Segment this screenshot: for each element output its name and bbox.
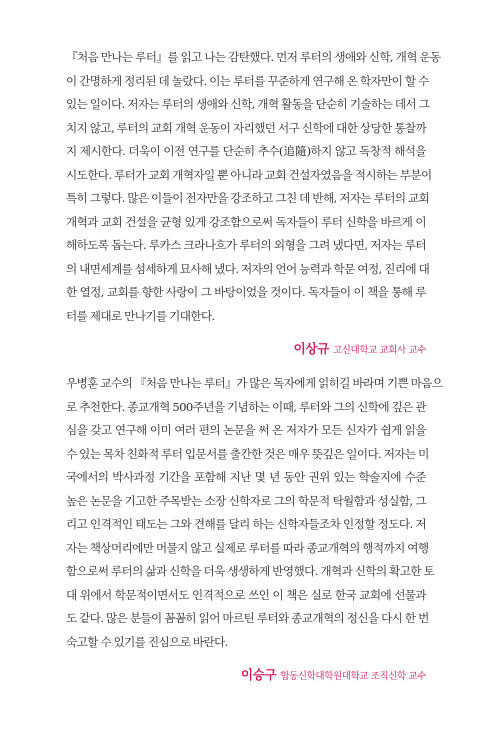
text-line: 『처음 만나는 루터』를 읽고 나는 감탄했다. 먼저 루터의 생애와 신학, 개혁 운동 [66,50,441,64]
text-line: 로 추천한다. 종교개혁 500주년을 기념하는 이때, 루터와 그의 신학에 깊은 관 [66,399,426,414]
endorser-name: 이상규 [293,341,329,356]
text-line: 도 같다. 많은 분들이 꼼꼼히 읽어 마르틴 루터와 종교개혁의 정신을 다시 한 번 [66,611,429,625]
endorsement-block [66,46,441,357]
endorsement-text [66,46,441,328]
endorser-name: 이승구 [240,667,277,682]
text-line: 자는 책상머리에만 머물지 않고 실제로 루터를 따라 종교개혁의 행적까지 여행 [66,540,429,555]
text-line: 개혁과 교회 건설을 균형 있게 강조함으로써 독자들이 루터 신학을 바르게 이 [66,214,426,229]
text-line: 시도한다. 루터가 교회 개혁자일 뿐 아니라 교회 건설자였음을 적시하는 부분이 [66,167,432,182]
text-line: 높은 논문을 기고한 주목받는 소장 신학자로 그의 학문적 탁월함과 성실함, 그 [66,493,426,508]
text-line: 터를 제대로 만나기를 기대한다. [66,308,215,323]
text-line: 수 있는 목차 친화적 루터 입문서를 출간한 것은 매우 뜻깊은 일이다. 저자는 미 [66,446,429,461]
text-line: 숙고할 수 있기를 진심으로 바란다. [66,634,228,649]
text-line: 함으로써 루터의 삶과 신학을 더욱 생생하게 반영했다. 개혁과 신학의 확고한 토 [66,564,435,578]
endorsement-block [66,372,443,683]
text-line: 대 위에서 학문적이면서도 인격적으로 쓰인 이 책은 실로 한국 교회에 선물과 [66,587,426,602]
text-line: 해하도록 돕는다. 루카스 크라나흐가 루터의 외형을 그려 냈다면, 저자는 루터 [66,238,426,252]
endorsement-text [66,372,443,654]
text-line: 있는 일이다. 저자는 루터의 생애와 신학, 개혁 활동을 단순히 기술하는 데서 그 [66,97,430,111]
text-line: 특히 그렇다. 많은 이들이 전자만을 강조하고 그친 데 반해, 저자는 루터의 교회 [66,191,430,205]
endorser-signature [66,338,426,357]
text-line: 우병훈 교수의 『처음 만나는 루터』가 많은 독자에게 읽히길 바라며 기쁜 마음으 [66,376,443,390]
text-line: 심을 갖고 연구해 이미 여러 편의 논문을 써 온 저자가 모든 신자가 쉽게 읽을 [66,423,426,437]
text-line: 이 간명하게 정리된 데 놀랐다. 이는 루터를 꾸준하게 연구해 온 학자만이 할 수 [66,73,429,88]
endorser-title: 고신대학교 교회사 교수 [332,345,426,356]
endorser-title: 합동신학대학원대학교 조직신학 교수 [280,671,426,682]
endorser-signature [66,664,426,683]
text-line: 한 열정, 교회를 향한 사랑이 그 바탕이었을 것이다. 독자들이 이 책을 통해 루 [66,285,426,299]
text-line: 리고 인격적인 태도는 그와 견해를 달리 하는 신학자들조차 인정할 정도다. 저 [66,517,426,531]
text-line: 지 제시한다. 더욱이 이전 연구를 단순히 추수(追隨)하지 않고 독창적 해석을 [66,144,426,158]
text-line: 치지 않고, 루터의 교회 개혁 운동이 자리했던 서구 신학에 대한 상당한 통찰까 [66,120,427,135]
text-line: 의 내면세계를 섬세하게 묘사해 냈다. 저자의 언어 능력과 학문 여정, 진리에 대 [66,261,430,276]
text-line: 국에서의 박사과정 기간을 포함해 지난 몇 년 동안 권위 있는 학술지에 수준 [66,470,426,484]
